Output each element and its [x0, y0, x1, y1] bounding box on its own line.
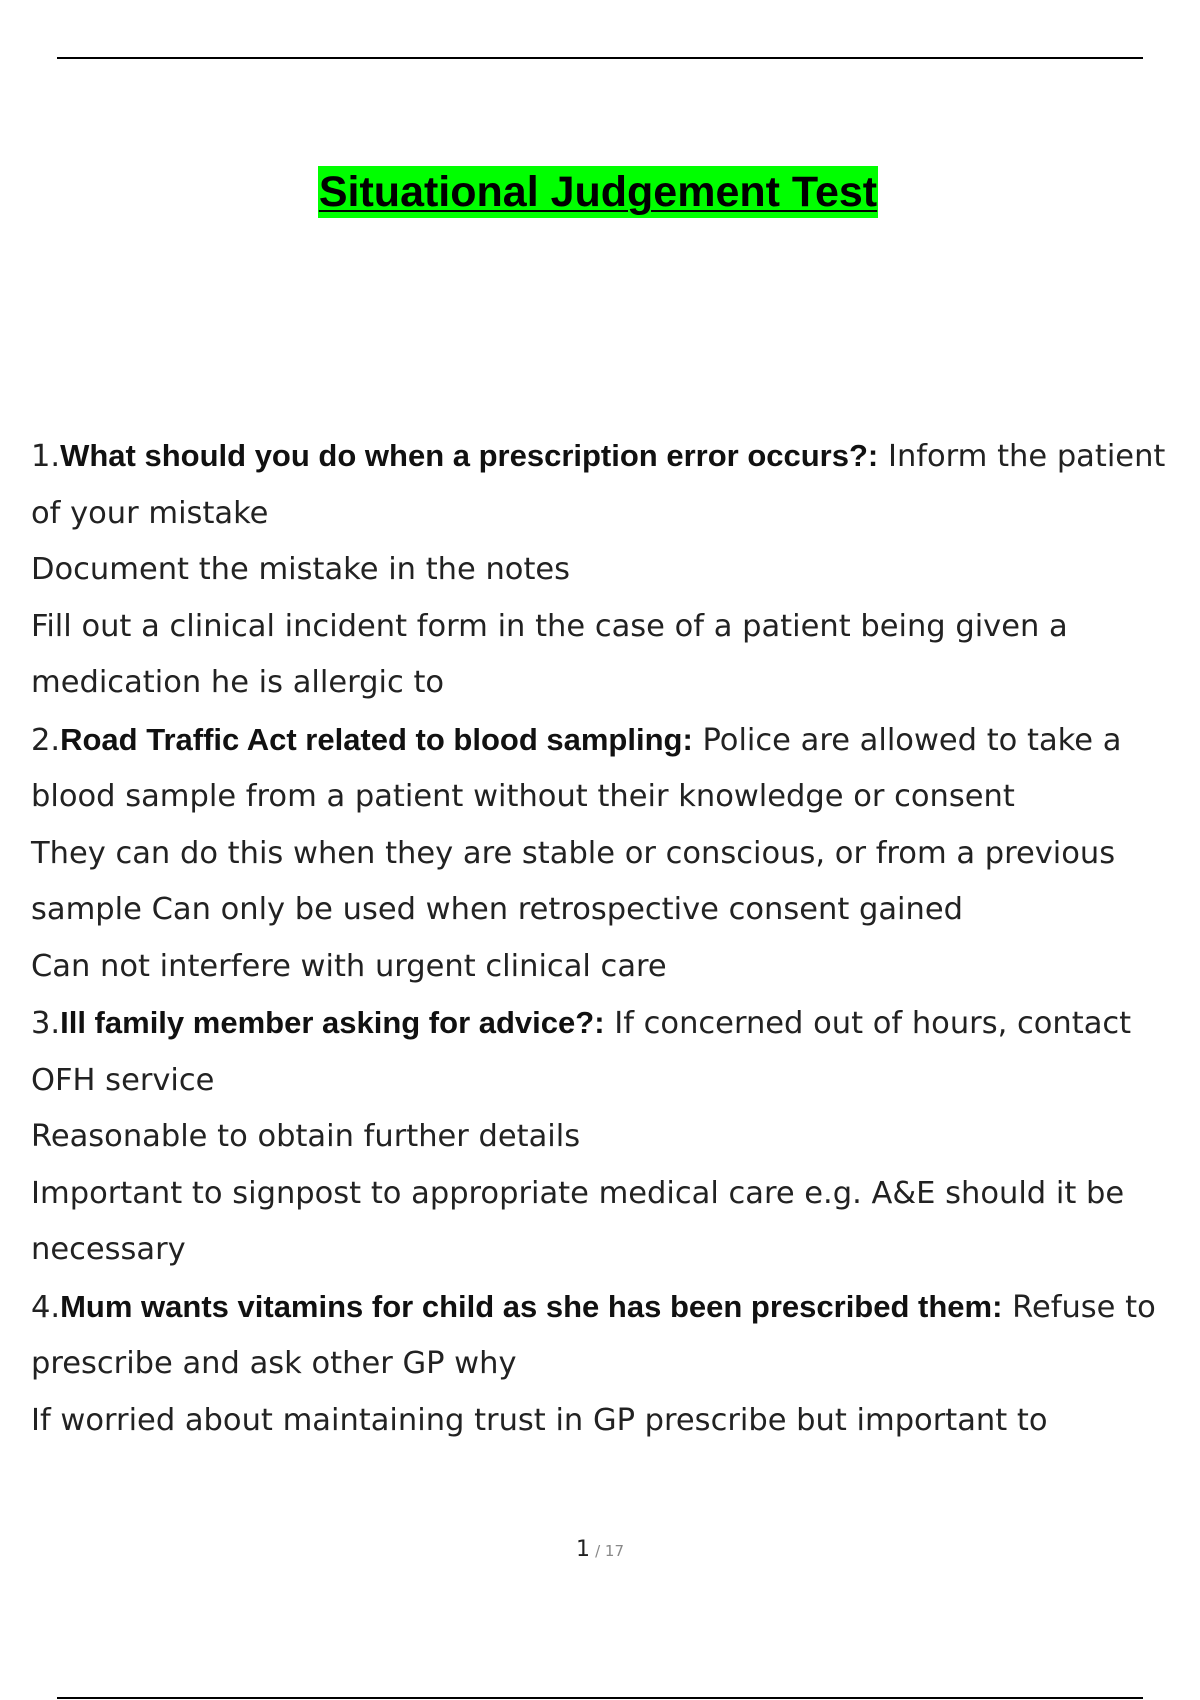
top-rule [57, 57, 1143, 59]
list-item-3 [31, 995, 1191, 1109]
item-answer-line: Document the mistake in the notes [31, 552, 571, 587]
list-item-2 [31, 712, 1191, 826]
item-answer-line: If concerned out of hours, contact OFH service [31, 1006, 1132, 1098]
list-item-4 [31, 1279, 1191, 1393]
list-item-1 [31, 428, 1191, 542]
item-question: Mum wants vitamins for child as she has been prescribed them: [60, 1288, 1003, 1324]
item-question: Road Traffic Act related to blood sampling: [60, 721, 693, 757]
item-number: 1. [31, 439, 61, 474]
item-question: What should you do when a prescription error occurs?: [60, 438, 879, 473]
page-number [0, 1537, 1200, 1562]
item-answer-line: Can not interfere with urgent clinical care [31, 948, 667, 984]
page-total: / 17 [595, 1542, 624, 1560]
item-answer-line: Important to signpost to appropriate medical care e.g. A&E should it be necessary [31, 1175, 1125, 1267]
item-answer-line: Refuse to prescribe and ask other GP why [31, 1289, 1156, 1381]
bottom-rule [57, 1697, 1143, 1699]
item-answer-line: They can do this when they are stable or conscious, or from a previous sample Can only be used when retrospective consent gained [31, 835, 1116, 927]
item-answer-line: Reasonable to obtain further details [31, 1119, 581, 1154]
document-body [31, 428, 1191, 1449]
item-number: 3. [31, 1006, 61, 1041]
item-number: 4. [31, 1289, 61, 1325]
item-answer-line: Fill out a clinical incident form in the case of a patient being given a medication he is allergic to [31, 608, 1068, 700]
item-question: Ill family member asking for advice?: [60, 1005, 605, 1040]
page-current: 1 [575, 1537, 590, 1562]
item-answer-line: Police are allowed to take a blood sample from a patient without their knowledge or consent [31, 722, 1122, 814]
title-block [0, 166, 1200, 218]
item-number: 2. [31, 722, 61, 758]
item-answer-line: If worried about maintaining trust in GP prescribe but important to [31, 1402, 1048, 1438]
document-title: Situational Judgement Test [318, 168, 878, 216]
item-answer-line: Inform the patient of your mistake [31, 439, 1166, 531]
